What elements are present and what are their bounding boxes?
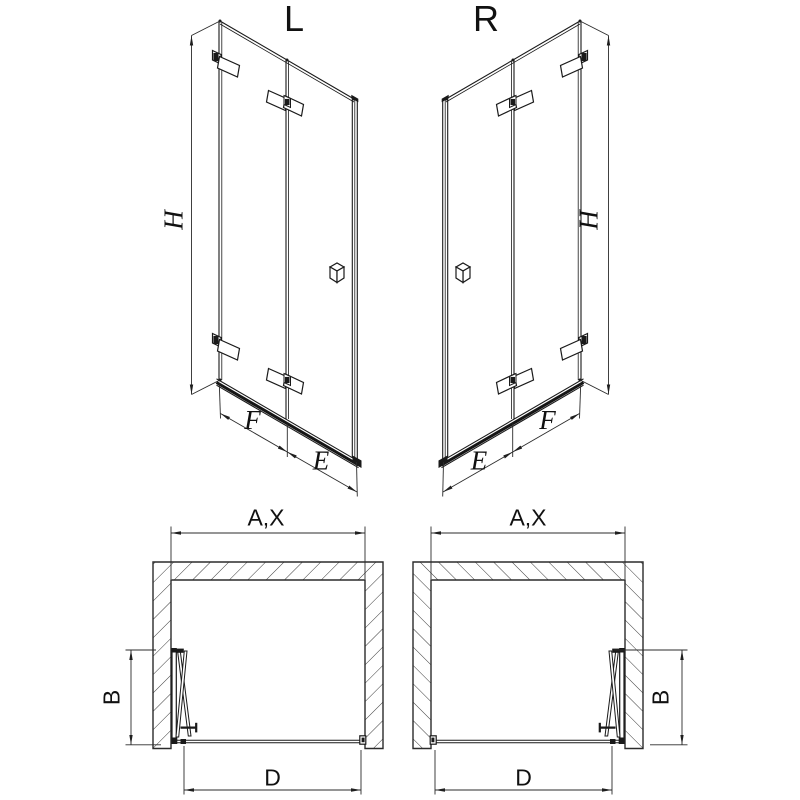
plan-left-geometry xyxy=(153,527,383,795)
dim-label-depth-left-plan: B xyxy=(98,689,125,706)
dim-label-width-right-plan: A,X xyxy=(509,504,547,531)
dim-label-width-left-plan: A,X xyxy=(247,504,285,531)
plan-right-geometry xyxy=(413,527,643,795)
dim-label-height-right: H xyxy=(573,210,604,230)
dim-label-fold-right: F xyxy=(539,405,556,435)
elevation-left-geometry xyxy=(192,20,362,497)
variant-label-right: R xyxy=(473,0,499,39)
plan-left-view xyxy=(99,505,384,795)
elevation-left-view xyxy=(159,0,362,497)
plan-right-view xyxy=(413,505,688,795)
variant-label-left: L xyxy=(283,0,305,39)
dim-label-height-left: H xyxy=(158,210,189,230)
dim-label-end-left: E xyxy=(312,445,330,476)
elevation-right-view xyxy=(439,0,609,497)
dim-label-opening-right-plan: D xyxy=(515,764,532,791)
dim-label-end-right: E xyxy=(470,445,488,476)
dim-label-fold-left: F xyxy=(244,405,261,435)
dim-label-depth-right-plan: B xyxy=(647,689,674,706)
dim-label-opening-left-plan: D xyxy=(264,764,281,791)
elevation-right-geometry xyxy=(439,20,609,497)
